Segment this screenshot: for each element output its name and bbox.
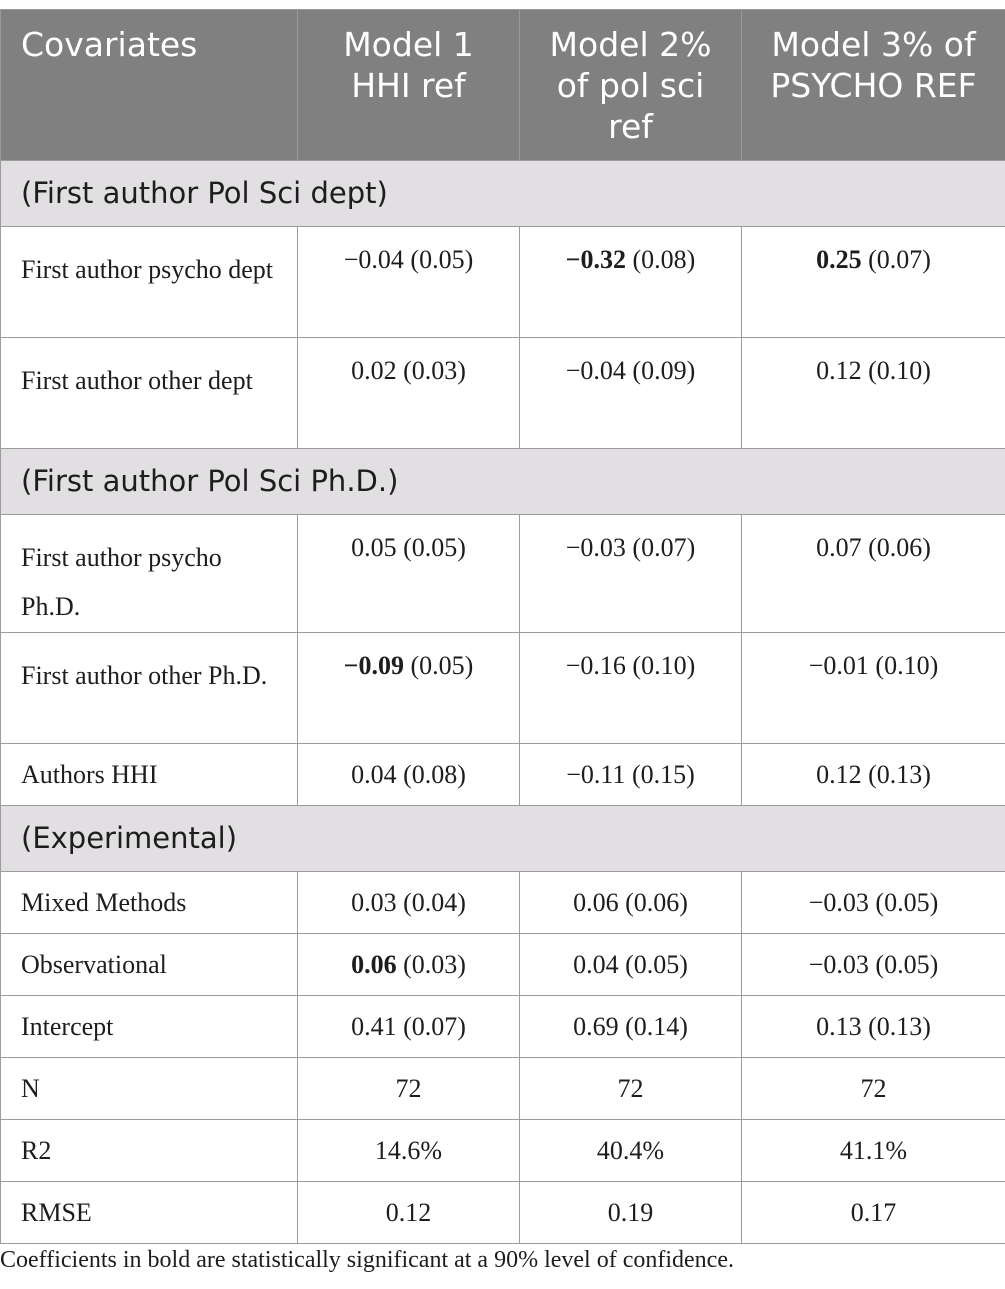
coefficient-cell	[742, 996, 1005, 1058]
section-row	[1, 449, 1005, 515]
covariate-label: First author other dept	[1, 338, 298, 449]
stat-row	[1, 1120, 1005, 1182]
coefficient-cell	[520, 872, 742, 934]
header-model-1: Model 1 HHI ref	[298, 10, 520, 161]
standard-error: (0.10)	[868, 356, 931, 385]
stat-value: 0.12	[298, 1182, 520, 1244]
coefficient-value: 0.03	[351, 888, 397, 917]
table-footnote: Coefficients in bold are statistically significant at a 90% level of confidence.	[0, 1247, 734, 1273]
header-model-2: Model 2% of pol sci ref	[520, 10, 742, 161]
section-label-dept: (First author Pol Sci dept)	[1, 161, 1005, 227]
coefficient-value: 0.06	[351, 950, 397, 979]
standard-error: (0.07)	[868, 245, 931, 274]
standard-error: (0.05)	[410, 651, 474, 680]
coefficient-value: −0.32	[565, 245, 626, 274]
stat-value: 41.1%	[742, 1120, 1005, 1182]
coefficient-value: −0.09	[343, 651, 404, 680]
covariate-label: First author psycho dept	[1, 227, 298, 338]
coefficient-cell	[742, 744, 1005, 806]
stat-value: 14.6%	[298, 1120, 520, 1182]
header-row	[1, 10, 1005, 161]
coefficient-cell	[298, 515, 520, 633]
standard-error: (0.05)	[403, 533, 466, 562]
coefficient-cell	[520, 633, 742, 744]
standard-error: (0.10)	[875, 651, 939, 680]
coefficient-cell	[742, 338, 1005, 449]
coefficient-cell	[742, 872, 1005, 934]
coefficient-value: −0.04	[565, 356, 626, 385]
stat-label-r2: R2	[1, 1120, 298, 1182]
coefficient-cell	[742, 633, 1005, 744]
covariate-label: Authors HHI	[1, 744, 298, 806]
coefficient-cell	[298, 633, 520, 744]
stat-value: 0.17	[742, 1182, 1005, 1244]
stat-label-rmse: RMSE	[1, 1182, 298, 1244]
coefficient-value: 0.07	[816, 533, 862, 562]
stat-label-n: N	[1, 1058, 298, 1120]
coefficient-value: −0.16	[565, 651, 626, 680]
standard-error: (0.10)	[632, 651, 696, 680]
coefficient-value: 0.12	[816, 760, 862, 789]
standard-error: (0.14)	[625, 1012, 688, 1041]
coefficient-cell	[298, 338, 520, 449]
coefficient-cell	[742, 515, 1005, 633]
coefficient-cell	[298, 872, 520, 934]
coefficient-value: 0.02	[351, 356, 397, 385]
coefficient-value: 0.25	[816, 245, 862, 274]
standard-error: (0.13)	[868, 760, 931, 789]
coefficient-value: 0.12	[816, 356, 862, 385]
table-row	[1, 515, 1005, 633]
standard-error: (0.07)	[632, 533, 696, 562]
standard-error: (0.08)	[403, 760, 466, 789]
standard-error: (0.08)	[632, 245, 696, 274]
table-row	[1, 744, 1005, 806]
standard-error: (0.09)	[632, 356, 696, 385]
coefficient-value: −0.01	[808, 651, 869, 680]
coefficient-value: −0.03	[565, 533, 626, 562]
header-covariates: Covariates	[1, 10, 298, 161]
stat-row	[1, 1058, 1005, 1120]
section-label-experimental: (Experimental)	[1, 806, 1005, 872]
covariate-label: First author other Ph.D.	[1, 633, 298, 744]
covariate-label: Observational	[1, 934, 298, 996]
coefficient-value: 0.41	[351, 1012, 397, 1041]
standard-error: (0.06)	[868, 533, 931, 562]
coefficient-cell	[520, 996, 742, 1058]
coefficient-cell	[520, 934, 742, 996]
header-model-3: Model 3% of PSYCHO REF	[742, 10, 1005, 161]
coefficient-value: 0.05	[351, 533, 397, 562]
section-row	[1, 161, 1005, 227]
stat-value: 72	[298, 1058, 520, 1120]
section-row	[1, 806, 1005, 872]
coefficient-value: −0.04	[343, 245, 404, 274]
stat-value: 72	[520, 1058, 742, 1120]
coefficient-value: 0.69	[573, 1012, 619, 1041]
coefficient-value: −0.11	[566, 760, 626, 789]
coefficient-cell	[298, 996, 520, 1058]
coefficient-cell	[520, 515, 742, 633]
coefficient-cell	[520, 227, 742, 338]
standard-error: (0.06)	[625, 888, 688, 917]
coefficient-value: −0.03	[808, 888, 869, 917]
coefficient-value: 0.04	[351, 760, 397, 789]
standard-error: (0.03)	[403, 356, 466, 385]
standard-error: (0.05)	[875, 888, 939, 917]
standard-error: (0.04)	[403, 888, 466, 917]
coefficient-value: 0.06	[573, 888, 619, 917]
table-row	[1, 996, 1005, 1058]
coefficient-cell	[298, 934, 520, 996]
covariate-label: Mixed Methods	[1, 872, 298, 934]
section-label-phd: (First author Pol Sci Ph.D.)	[1, 449, 1005, 515]
covariate-label: First author psycho Ph.D.	[1, 515, 298, 633]
stat-row	[1, 1182, 1005, 1244]
coefficient-cell	[742, 227, 1005, 338]
standard-error: (0.07)	[403, 1012, 466, 1041]
table-row	[1, 633, 1005, 744]
standard-error: (0.05)	[875, 950, 939, 979]
standard-error: (0.15)	[631, 760, 695, 789]
standard-error: (0.05)	[625, 950, 688, 979]
stat-value: 0.19	[520, 1182, 742, 1244]
standard-error: (0.05)	[410, 245, 474, 274]
coefficient-value: 0.04	[573, 950, 619, 979]
standard-error: (0.03)	[403, 950, 466, 979]
coefficient-cell	[298, 227, 520, 338]
coefficient-value: 0.13	[816, 1012, 862, 1041]
table-row	[1, 227, 1005, 338]
stat-value: 40.4%	[520, 1120, 742, 1182]
standard-error: (0.13)	[868, 1012, 931, 1041]
stat-value: 72	[742, 1058, 1005, 1120]
coefficient-value: −0.03	[808, 950, 869, 979]
coefficient-cell	[520, 338, 742, 449]
coefficient-cell	[742, 934, 1005, 996]
covariate-label: Intercept	[1, 996, 298, 1058]
coefficient-cell	[520, 744, 742, 806]
regression-table	[0, 9, 1005, 1244]
table-row	[1, 338, 1005, 449]
table-row	[1, 934, 1005, 996]
coefficient-cell	[298, 744, 520, 806]
table-row	[1, 872, 1005, 934]
